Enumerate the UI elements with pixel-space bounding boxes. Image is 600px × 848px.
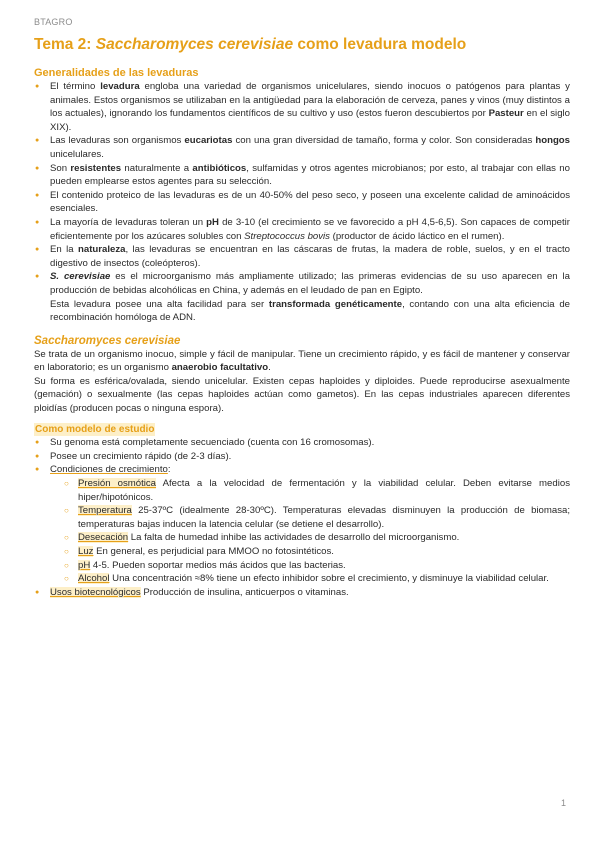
list-item: ● Usos biotecnológicos Producción de insulina, anticuerpos o vitaminas. [34,586,570,600]
page-header: BTAGRO [34,17,73,27]
section-heading-generalidades: Generalidades de las levaduras [34,67,199,79]
paragraph: Su forma es esférica/ovalada, siendo unicelular. Existen cepas haploides y diploides. Puede reproducirse asexualmente (gemación) o sexualmente (las cepas haploides actúan como gametos). En las cepas industriales aparecen diferentes ploidías (producen pocas o ninguna espora). [34,375,570,415]
sublist-item: ○ Temperatura 25-37ºC (idealmente 28-30ºC). Temperaturas elevadas disminuyen la producción de biomasa; temperaturas bajas inducen la latencia celular (se detiene el desarrollo). [50,504,570,531]
document-body [34,66,570,599]
list-item: ● El término levadura engloba una variedad de organismos unicelulares, siendo inocuos o patógenos para plantas y animales. Estos organismos se utilizaban en la antigüedad para la elaboración de cerveza, panes y vinos (muy distintos a los actuales), ignorando los fundamentos científicos de su cultivo y uso (estos fueron descubiertos por Pasteur en el siglo XIX). [34,80,570,134]
section-heading-modelo: Como modelo de estudio [35,423,155,435]
title-prefix: Tema 2: [34,36,96,53]
sublist-item: ○ Desecación La falta de humedad inhibe las actividades de desarrollo del microorganismo. [50,531,570,545]
modelo-list [34,436,570,599]
page-title [34,36,466,54]
sublist-item: ○ pH 4-5. Pueden soportar medios más ácidos que las bacterias. [50,559,570,573]
list-item: ● Posee un crecimiento rápido (de 2-3 días). [34,450,570,464]
list-item: ● El contenido proteico de las levaduras es de un 40-50% del peso seco, y poseen una excelente calidad de aminoácidos esenciales. [34,189,570,216]
list-item: ● Su genoma está completamente secuenciado (cuenta con 16 cromosomas). [34,436,570,450]
title-suffix: como levadura modelo [293,36,467,53]
section-heading-saccharomyces: Saccharomyces cerevisiae [34,334,181,347]
list-item-continuation: Esta levadura posee una alta facilidad para ser transformada genéticamente, contando con una alta eficiencia de recombinación homóloga de ADN. [50,298,570,324]
paragraph: Se trata de un organismo inocuo, simple y fácil de manipular. Tiene un crecimiento rápido, y es fácil de mantener y conservar en laboratorio; es un organismo anaerobio facultativo. [34,348,570,374]
list-item: ● Son resistentes naturalmente a antibióticos, sulfamidas y otros agentes microbianos; por esto, al trabajar con ellas no pueden emplearse estos agentes para su selección. [34,162,570,189]
generalidades-list [34,80,570,298]
list-item: ● En la naturaleza, las levaduras se encuentran en las cáscaras de frutas, la madera de roble, suelos, y en el tracto digestivo de insectos (coleópteros). [34,243,570,270]
sublist-item: ○ Luz En general, es perjudicial para MMOO no fotosintéticos. [50,545,570,559]
list-item: ● La mayoría de levaduras toleran un pH de 3-10 (el crecimiento se ve favorecido a pH 4,5-6,5). Son capaces de competir eficientemente por los azúcares solubles con Streptococcus bovis (productor de ácido láctico en el rumen). [34,216,570,243]
list-item: ● Las levaduras son organismos eucariotas con una gran diversidad de tamaño, forma y color. Son consideradas hongos unicelulares. [34,134,570,161]
sublist-item: ○ Alcohol Una concentración ≈8% tiene un efecto inhibidor sobre el crecimiento, y disminuye la viabilidad celular. [50,572,570,586]
sublist-item: ○ Presión osmótica Afecta a la velocidad de fermentación y la viabilidad celular. Deben evitarse medios hiper/hipotónicos. [50,477,570,504]
list-item: ● Condiciones de crecimiento: ○ Presión osmótica Afecta a la velocidad de fermentación y la viabilidad celular. Deben evitarse medios hiper/hipotónicos. ○ Temperatura 25-37ºC (idealmente 28-30ºC). Temperaturas elevadas disminuyen la producción de biomasa; temperaturas bajas inducen la latencia celular (se detiene el desarrollo). ○ Desecación La falta de humedad inhibe las actividades de desarrollo del microorganismo. ○ Luz En general, es perjudicial para MMOO no fotosintéticos. ○ pH 4-5. Pueden soportar medios más ácidos que las bacterias. ○ Alcohol Una concentración ≈8% tiene un efecto inhibidor sobre el crecimiento, y disminuye la viabilidad celular. [34,463,570,585]
list-item: ● S. cerevisiae es el microorganismo más ampliamente utilizado; las primeras evidencias de su uso aparecen en la producción de bebidas alcohólicas en China, y además en el leudado de pan en Egipto. [34,270,570,297]
title-species: Saccharomyces cerevisiae [95,36,294,53]
conditions-sublist [50,477,570,586]
page-number: 1 [560,798,566,808]
